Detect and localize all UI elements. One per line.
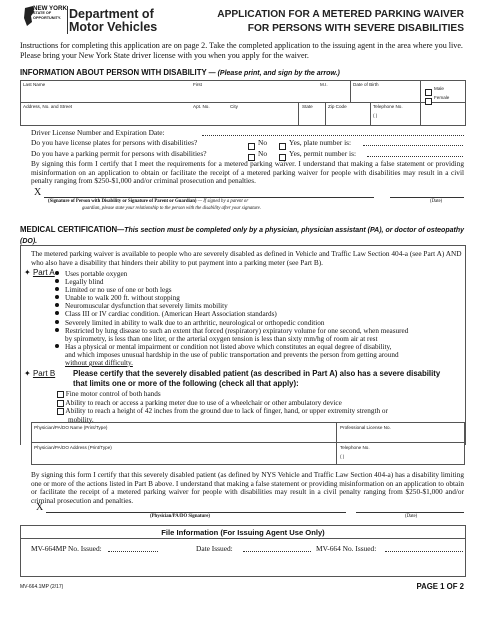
physician-date-line[interactable] bbox=[356, 512, 464, 513]
instructions: Instructions for completing this application are on page 2. Take the completed application to the issuing agent in the area where you live. Please bring your New York State driver license with you when you apply for the waiver. bbox=[20, 41, 463, 60]
physician-signature-label: (Physician/PA/DO Signature) bbox=[150, 514, 210, 519]
plates-yes-label: Yes, plate number is: bbox=[289, 138, 352, 147]
part-a-list bbox=[55, 270, 408, 367]
permit-yes-label: Yes, permit number is: bbox=[289, 149, 356, 158]
female-label: Female bbox=[434, 95, 450, 100]
physician-name-label: Physician/PA/DO Name (Print/Type) bbox=[34, 425, 108, 430]
part-a-item-cont: by spirometry, is less than one liter, or the arterial oxygen tension is less than sixty mm/hg of room air at rest bbox=[65, 334, 378, 343]
mv-issued-field[interactable] bbox=[385, 551, 463, 552]
female-checkbox[interactable] bbox=[425, 92, 432, 110]
dmv-name: Department of Motor Vehicles bbox=[69, 7, 158, 34]
city-label: City bbox=[230, 104, 238, 109]
address-label: Address, No. and Street bbox=[23, 104, 73, 109]
mp-issued-field[interactable] bbox=[108, 551, 158, 552]
part-b-option[interactable]: Ability to reach a height of 42 inches from the ground due to lack of finger, hand, or upper extremity strength or bbox=[57, 407, 388, 416]
license-field[interactable] bbox=[202, 135, 464, 136]
applicant-sig-x: X bbox=[34, 187, 42, 198]
part-a-item[interactable]: Uses portable oxygen bbox=[55, 270, 408, 278]
dob-label: Date of Birth bbox=[353, 82, 379, 87]
part-a-item-cont: without great difficulty. bbox=[65, 359, 133, 368]
part-a-item[interactable]: Has a physical or mental impairment or condition not listed above which constitutes an equal degree of disability, bbox=[55, 343, 408, 351]
applicant-date-line[interactable] bbox=[390, 197, 464, 198]
section2-heading: MEDICAL CERTIFICATION—This section must be completed only by a physician, physician assistant (PA), or doctor of osteopathy (DO). bbox=[20, 225, 464, 245]
page-number: PAGE 1 OF 2 bbox=[416, 582, 464, 591]
physician-signature-line[interactable] bbox=[46, 512, 346, 513]
license-question: Driver License Number and Expiration Date: bbox=[31, 128, 165, 137]
license-no-label: Professional License No. bbox=[340, 425, 391, 430]
first-name-label: First bbox=[193, 82, 202, 87]
part-b-marker: ✦ Part B bbox=[24, 369, 56, 378]
physician-address-label: Physician/PA/DO Address (Print/Type) bbox=[34, 445, 112, 450]
permit-no-label: No bbox=[258, 149, 268, 158]
phone-label: Telephone No. bbox=[373, 104, 403, 109]
mp-issued-label: MV-664MP No. Issued: bbox=[31, 544, 102, 553]
part-a-marker: ✦ Part A bbox=[24, 268, 55, 277]
part-a-item[interactable]: Severely limited in ability to walk due to an arthritic, neurological or orthopedic condition bbox=[55, 319, 408, 327]
physician-certification: By signing this form I certify that this severely disabled patient (as defined by NYS Vehicle and Traffic Law Section 404-a) has a disability limiting one or more of the actions listed in Part B above. I understand that making a false statement or providing misinformation on an application to obtain or facilitate the receipt of a metered parking waiver for people with disabilities may result in a civil penalty ranging from $250-$1,000 and/or criminal prosecution and penalties. bbox=[31, 470, 464, 505]
part-a-item[interactable]: Restricted by lung disease to such an extent that forced (respiratory) expiratory volume for one second, when measured bbox=[55, 327, 408, 335]
form-title: APPLICATION FOR A METERED PARKING WAIVER FOR PERSONS WITH SEVERE DISABILITIES bbox=[217, 9, 464, 34]
phone-paren: ( ) bbox=[373, 113, 378, 118]
physician-date-label: (Date) bbox=[405, 514, 418, 519]
guardian-note: guardian, please state your relationship to the person with the disability after your signature. bbox=[82, 206, 261, 211]
apt-label: Apt. No. bbox=[193, 104, 210, 109]
date-issued-field[interactable] bbox=[243, 551, 311, 552]
part-b-list bbox=[57, 390, 388, 425]
part-b-option-cont: mobility. bbox=[68, 416, 94, 425]
applicant-signature-label: (Signature of Person with Disability or Signature of Parent or Guardian) — If signed by a parent or bbox=[48, 199, 249, 204]
date-issued-label: Date Issued: bbox=[196, 544, 233, 553]
file-info-heading: File Information (For Issuing Agent Use Only) bbox=[161, 528, 325, 537]
male-label: Male bbox=[434, 86, 444, 91]
applicant-certification: By signing this form I certify that I meet the requirements for a metered parking waiver. I understand that making a false statement or providing misinformation on an application to obtain or facilitate the receipt of a metered parking waiver for people with disabilities may result in a civil penalty ranging from $250-$1,000 and/or criminal prosecution and penalties. bbox=[31, 159, 464, 185]
part-a-item[interactable]: Unable to walk 200 ft. without stopping bbox=[55, 294, 408, 302]
part-b-option[interactable]: Ability to reach or access a parking meter due to use of a wheelchair or other ambulatory device bbox=[57, 399, 388, 408]
zip-label: Zip Code bbox=[328, 104, 347, 109]
part-b-question: Please certify that the severely disabled patient (as described in Part A) also has a severe disability that limits one or more of the following (check all that apply): bbox=[73, 369, 441, 388]
permit-number-field[interactable] bbox=[367, 156, 463, 157]
part-a-item[interactable]: Neuromuscular dysfunction that severely limits mobility bbox=[55, 302, 408, 310]
physician-phone-paren: ( ) bbox=[340, 454, 345, 459]
form-number: MV-664.1MP (2/17) bbox=[20, 584, 64, 590]
plates-no-label: No bbox=[258, 138, 268, 147]
part-a-item-cont: and which imposes unusual hardship in the use of public transportation and prevents the person from getting around bbox=[65, 350, 399, 359]
plate-number-field[interactable] bbox=[363, 145, 463, 146]
mv-issued-label: MV-664 No. Issued: bbox=[316, 544, 377, 553]
mi-label: M.I. bbox=[320, 82, 328, 87]
applicant-date-label: (Date) bbox=[430, 199, 443, 204]
medical-intro: The metered parking waiver is available to people who are severely disabled as defined in Vehicle and Traffic Law Section 404-a (see Part A) AND who also have a disability that hinders their ability to put payment into a parking meter (see Part B). bbox=[31, 249, 462, 267]
part-a-item[interactable]: Class III or IV cardiac condition. (American Heart Association standards) bbox=[55, 310, 408, 318]
part-a-item[interactable]: Legally blind bbox=[55, 278, 408, 286]
part-b-option[interactable]: Fine motor control of both hands bbox=[57, 390, 388, 399]
physician-sig-x: X bbox=[36, 502, 44, 513]
last-name-label: Last Name bbox=[23, 82, 46, 87]
state-label: State bbox=[302, 104, 313, 109]
applicant-signature-line[interactable] bbox=[44, 197, 374, 198]
physician-phone-label: Telephone No. bbox=[340, 445, 370, 450]
plates-question: Do you have license plates for persons with disabilities? bbox=[31, 138, 198, 147]
logo-divider bbox=[67, 6, 68, 34]
permit-question: Do you have a parking permit for persons with disabilities? bbox=[31, 149, 207, 158]
section1-heading: INFORMATION ABOUT PERSON WITH DISABILITY — (Please print, and sign by the arrow.) bbox=[20, 68, 340, 77]
physician-info-grid bbox=[31, 422, 465, 467]
logo-text: NEW YORK STATE OF OPPORTUNITY. bbox=[33, 5, 67, 21]
part-a-item[interactable]: Limited or no use of one or both legs bbox=[55, 286, 408, 294]
